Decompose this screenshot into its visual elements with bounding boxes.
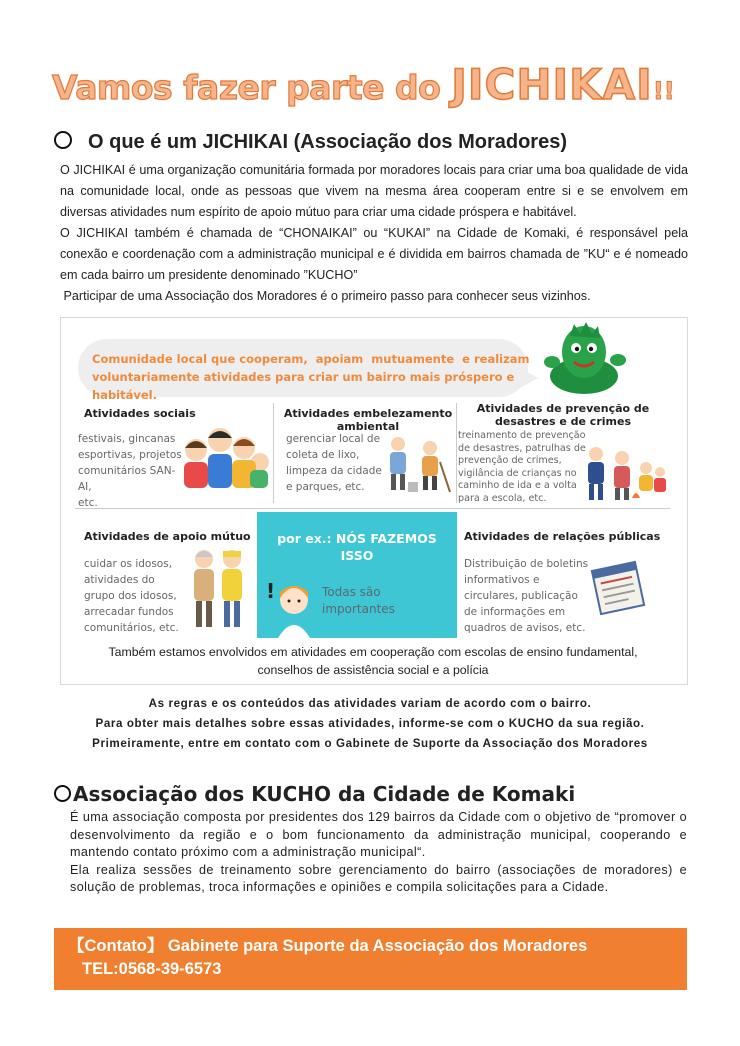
contact-title: 【Contato】 Gabinete para Suporte da Associação dos Moradores — [68, 937, 588, 955]
cell-prevention-text: treinamento de prevenção de desastres, patrulhas de prevenção de crimes, vigilância de crianças no caminho de ida e a volta para a escola, etc. — [458, 430, 586, 504]
children-group-icon — [182, 418, 270, 490]
section1-heading — [54, 131, 567, 154]
section1-paragraph: O JICHIKAI também é chamada de “CHONAIKAI” ou “KUKAI” na Cidade de Komaki, é responsável pela conexão e coordenação com a administração municipal e é dividida em bairros chamada de ”KU“ e é nomeado em cada bairro um presidente denominado ”KUCHO” — [60, 226, 688, 282]
section1-paragraph: Participar de uma Associação dos Moradores é o primeiro passo para conhecer seus vizinhos. — [60, 289, 591, 303]
thinking-person-icon — [262, 574, 318, 638]
speech-bubble-tail — [520, 368, 538, 388]
mascot-icon — [540, 322, 630, 394]
section1-heading-text: O que é um JICHIKAI (Associação dos Moradores) — [88, 131, 567, 153]
bulletin-board-icon — [590, 560, 646, 616]
community-watch-icon — [584, 444, 668, 502]
infographic-footer: Também estamos envolvidos em atividades em cooperação com escolas de ensino fundamental, conselhos de assistência social e a polícia — [108, 645, 638, 677]
circle-bullet-icon — [54, 785, 71, 802]
divider — [273, 403, 274, 503]
title-part3: !! — [652, 77, 675, 105]
section2-body — [70, 809, 687, 897]
section2-heading-text: Associação dos KUCHO da Cidade de Komaki — [73, 782, 576, 806]
cell-social-text: festivais, gincanas esportivas, projetos comunitários SAN-AI, etc. — [78, 433, 182, 509]
speech-bubble-text: Comunidade local que cooperam, apoiam mutuamente e realizam voluntariamente atividades para criar um bairro mais próspero e habitável. — [92, 352, 530, 402]
page-title — [52, 60, 692, 112]
cell-pr-text: Distribuição de boletins informativos e circulares, publicação de informações em quadros de avisos, etc. — [464, 558, 589, 634]
cell-pr-title: Atividades de relações públicas — [464, 530, 661, 543]
title-part2: JICHIKAI — [451, 60, 653, 109]
title-part1: Vamos fazer parte do — [52, 68, 452, 107]
cell-support-title: Atividades de apoio mútuo — [84, 530, 251, 543]
section2-paragraph: É uma associação composta por presidentes dos 129 bairros da Cidade com o objetivo de “promover o desenvolvimento da região e o bom funcionamento da administração municipal, cooperando e mantendo contato próximo com a administração municipal“. — [70, 810, 687, 860]
cell-support-text: cuidar os idosos, atividades do grupo dos idosos, arrecadar fundos comunitários, etc. — [84, 558, 179, 634]
section2-heading — [54, 782, 575, 806]
svg-text:!: ! — [266, 579, 276, 603]
contact-phone: TEL:0568-39-6573 — [82, 960, 222, 978]
note-line: Primeiramente, entre em contato com o Gabinete de Suporte da Associação dos Moradores — [92, 737, 648, 750]
cleaning-people-icon — [382, 432, 454, 496]
circle-bullet-icon — [54, 131, 72, 149]
elderly-support-icon — [186, 545, 252, 635]
divider — [456, 403, 457, 503]
section2-paragraph: Ela realiza sessões de treinamento sobre gerenciamento do bairro (associações de moradores) e solução de problemas, troca informações e opiniões e compila solicitações para a Cidade. — [70, 862, 687, 895]
cell-prevention-title: Atividades de prevenção de desastres e de crimes — [476, 402, 650, 428]
highlight-title: por ex.: NÓS FAZEMOS ISSO — [277, 531, 437, 563]
section1-body — [60, 160, 688, 307]
highlight-subtext: Todas são importantes — [322, 585, 395, 616]
notes — [40, 694, 700, 754]
cell-ambient-title: Atividades embelezamento ambiental — [283, 407, 453, 433]
note-line: As regras e os conteúdos das atividades variam de acordo com o bairro. — [148, 697, 592, 710]
section1-paragraph: O JICHIKAI é uma organização comunitária formada por moradores locais para criar uma boa qualidade de vida na comunidade local, onde as pessoas que vivem na mesma área cooperam entre si e se envolvem em diversas atividades num espírito de apoio mútuo para criar uma cidade próspera e habitável. — [60, 163, 688, 219]
cell-social-title: Atividades sociais — [84, 407, 196, 420]
note-line: Para obter mais detalhes sobre essas atividades, informe-se com o KUCHO da sua região. — [95, 717, 645, 730]
cell-ambient-text: gerenciar local de coleta de lixo, limpeza da cidade e parques, etc. — [286, 433, 382, 493]
